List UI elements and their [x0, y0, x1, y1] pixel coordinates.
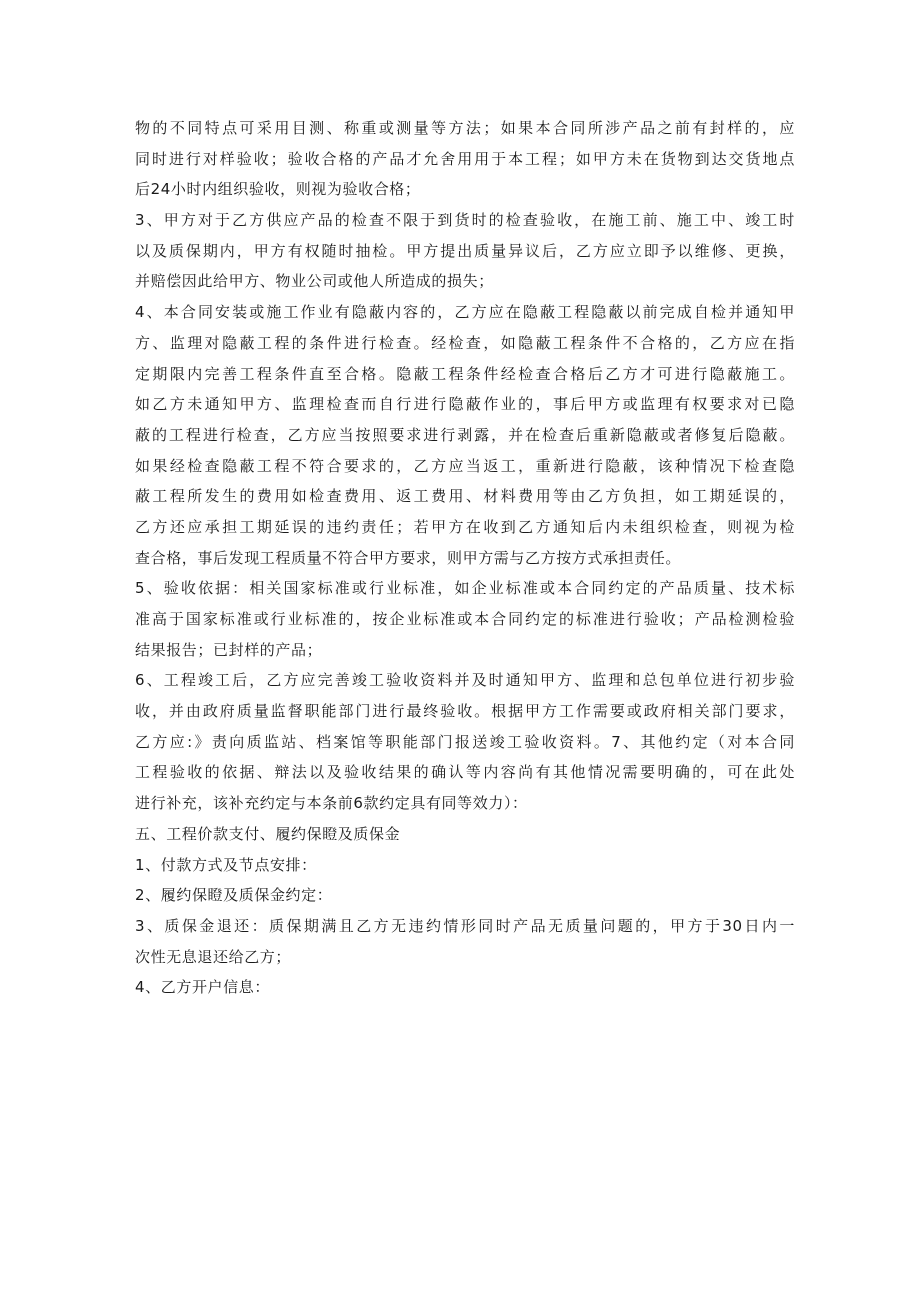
text-line: 以及质保期内，甲方有权随时抽检。甲方提出质量异议后，乙方应立即予以维修、更换， — [135, 241, 795, 260]
text-line: 4、本合同安装或施工作业有隐蔽内容的，乙方应在隐蔽工程隐蔽以前完成自检并通知甲 — [135, 303, 795, 322]
text-line: 工程验收的依据、辩法以及验收结果的确认等内容尚有其他情况需要明确的，可在此处 — [135, 763, 795, 782]
text-line: 乙方还应承担工期延误的违约责任；若甲方在收到乙方通知后内未组织检查，则视为检 — [135, 517, 795, 536]
section-heading: 五、工程价款支付、履约保瞪及质保金 — [135, 824, 401, 843]
text-line: 进行补充，该补充约定与本条前6款约定具有同等效力）： — [135, 794, 528, 813]
text-line: 4、乙方开户信息： — [135, 978, 270, 997]
text-line: 1、付款方式及节点安排： — [135, 855, 317, 874]
text-line: 后24小时内组织验收，则视为验收合格； — [135, 180, 421, 199]
text-line: 查合格，事后发现工程质量不符合甲方要求，则甲方需与乙方按方式承担责任。 — [135, 548, 682, 567]
text-line: 3、甲方对于乙方供应产品的检查不限于到货时的检查验收，在施工前、施工中、竣工时 — [135, 211, 795, 230]
text-line: 结果报告；已封样的产品； — [135, 640, 323, 659]
text-line: 蔽工程所发生的费用如检查费用、返工费用、材料费用等由乙方负担，如工期延误的， — [135, 487, 795, 506]
text-line: 2、履约保瞪及质保金约定： — [135, 886, 333, 905]
text-line: 蔽的工程进行检查，乙方应当按照要求进行剥露，并在检查后重新隐蔽或者修复后隐蔽。 — [135, 425, 795, 444]
text-line: 6、工程竣工后，乙方应完善竣工验收资料并及时通知甲方、监理和总包单位进行初步验 — [135, 671, 795, 690]
text-line: 并赔偿因此给甲方、物业公司或他人所造成的损失； — [135, 272, 494, 291]
text-line: 定期限内完善工程条件直至合格。隐蔽工程条件经检查合格后乙方才可进行隐蔽施工。 — [135, 364, 795, 383]
text-line: 5、验收依据：相关国家标准或行业标准，如企业标准或本合同约定的产品质量、技术标 — [135, 579, 795, 598]
text-line: 如果经检查隐蔽工程不符合要求的，乙方应当返工，重新进行隐蔽，该种情况下检查隐 — [135, 456, 795, 475]
text-line: 如乙方未通知甲方、监理检查而自行进行隐蔽作业的，事后甲方或监理有权要求对已隐 — [135, 395, 795, 414]
text-line: 同时进行对样验收；验收合格的产品才允舍用用于本工程；如甲方未在货物到达交货地点 — [135, 149, 795, 168]
text-line: 准高于国家标准或行业标准的，按企业标准或本合同约定的标准进行验收；产品检测检验 — [135, 610, 795, 628]
text-line: 次性无息退还给乙方； — [135, 947, 292, 966]
text-line: 物的不同特点可采用目测、称重或测量等方法；如果本合同所涉产品之前有封样的，应 — [135, 119, 795, 137]
contract-body — [135, 113, 795, 1003]
text-line: 3、质保金退还：质保期满且乙方无违约情形同时产品无质量问题的，甲方于30日内一 — [135, 916, 795, 935]
text-line: 方、监理对隐蔽工程的条件进行检查。经检查，如隐蔽工程条件不合格的，乙方应在指 — [135, 333, 795, 352]
text-line: 收，并由政府质量监督职能部门进行最终验收。根据甲方工作需要或政府相关部门要求， — [135, 702, 795, 721]
text-line: 乙方应:》责向质监站、档案馆等职能部门报送竣工验收资料。7、其他约定（对本合同 — [135, 732, 795, 751]
